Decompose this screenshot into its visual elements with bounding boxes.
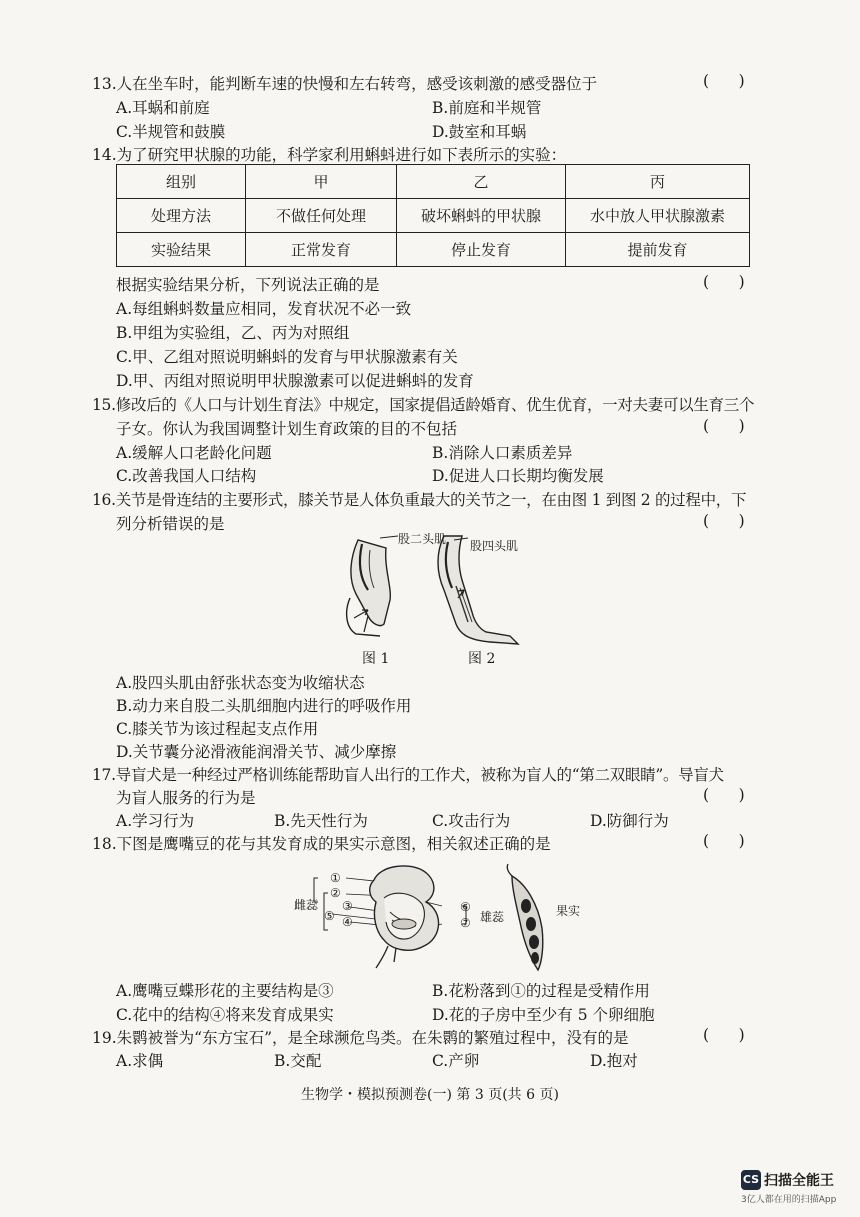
page-footer: 生物学・模拟预测卷(一) 第 3 页(共 6 页): [301, 1087, 559, 1103]
table-cell: 甲: [246, 165, 397, 199]
table-cell: 破坏蝌蚪的甲状腺: [397, 199, 566, 233]
table-cell: 停止发育: [397, 233, 566, 267]
q18-option-b: B.花粉落到①的过程是受精作用: [432, 982, 650, 1000]
q18-option-c: C.花中的结构④将来发育成果实: [116, 1006, 334, 1024]
q16-option-c: C.膝关节为该过程起支点作用: [116, 720, 319, 738]
q17-option-a: A.学习行为: [116, 812, 195, 830]
q15-stem-line2: 子女。你认为我国调整计划生育政策的目的不包括: [116, 420, 458, 438]
q13-option-c: C.半规管和鼓膜: [116, 123, 226, 141]
table-row: [117, 199, 750, 233]
q16-stem-line2: 列分析错误的是: [116, 515, 225, 533]
q14-question: 根据实验结果分析，下列说法正确的是: [116, 276, 380, 294]
q15-answer-paren: ( ): [703, 417, 745, 435]
q13-option-d: D.鼓室和耳蜗: [432, 123, 527, 141]
q14-option-b: B.甲组为实验组，乙、丙为对照组: [116, 324, 350, 342]
q19-option-c: C.产卵: [432, 1052, 480, 1070]
q16-option-a: A.股四头肌由舒张状态变为收缩状态: [116, 674, 365, 692]
table-cell: 水中放人甲状腺激素: [566, 199, 750, 233]
figure-label-biceps-femoris: 股二头肌: [398, 532, 447, 546]
q19-answer-paren: ( ): [703, 1026, 745, 1044]
table-cell: 处理方法: [117, 199, 246, 233]
table-row: [117, 165, 750, 199]
table-cell: 正常发育: [246, 233, 397, 267]
figure-caption-1: 图 1: [362, 651, 390, 667]
q16-option-d: D.关节囊分泌滑液能润滑关节、减少摩擦: [116, 743, 397, 761]
q17-option-b: B.先天性行为: [274, 812, 368, 830]
watermark-app-name: 扫描全能王: [764, 1173, 834, 1189]
table-cell: 组别: [117, 165, 246, 199]
table-row: [117, 233, 750, 267]
q14-stem: 14.为了研究甲状腺的功能，科学家利用蝌蚪进行如下表所示的实验：: [92, 146, 567, 164]
q18-answer-paren: ( ): [703, 832, 745, 850]
q17-stem-line2: 为盲人服务的行为是: [116, 789, 256, 807]
q15-option-b: B.消除人口素质差异: [432, 444, 573, 462]
q18-stem: 18.下图是鹰嘴豆的花与其发育成的果实示意图，相关叙述正确的是: [92, 835, 551, 853]
experiment-table: [116, 164, 750, 267]
q19-option-d: D.抱对: [590, 1052, 638, 1070]
q15-option-c: C.改善我国人口结构: [116, 467, 257, 485]
q16-answer-paren: ( ): [703, 512, 745, 530]
q15-option-d: D.促进人口长期均衡发展: [432, 467, 604, 485]
q19-option-a: A.求偶: [116, 1052, 164, 1070]
table-cell: 不做任何处理: [246, 199, 397, 233]
q15-option-a: A.缓解人口老龄化问题: [116, 444, 272, 462]
q18-option-d: D.花的子房中至少有 5 个卵细胞: [432, 1006, 655, 1024]
figure-label-pistil: 雌蕊: [294, 898, 319, 912]
q16-option-b: B.动力来自股二头肌细胞内进行的呼吸作用: [116, 697, 412, 715]
q19-stem: 19.朱鹮被誉为“东方宝石”，是全球濒危鸟类。在朱鹮的繁殖过程中，没有的是: [92, 1029, 629, 1047]
structure-label-6: ⑥: [460, 900, 471, 914]
q17-option-c: C.攻击行为: [432, 812, 511, 830]
table-cell: 实验结果: [117, 233, 246, 267]
q17-stem-line1: 17.导盲犬是一种经过严格训练能帮助盲人出行的工作犬，被称为盲人的“第二双眼睛”。导盲犬: [92, 766, 724, 784]
watermark-tagline: 3亿人都在用的扫描App: [741, 1195, 837, 1205]
table-cell: 提前发育: [566, 233, 750, 267]
q14-option-d: D.甲、丙组对照说明甲状腺激素可以促进蝌蚪的发育: [116, 372, 474, 390]
q15-stem-line1: 15.修改后的《人口与计划生育法》中规定，国家提倡适龄婚育、优生优育，一对夫妻可以生育三个: [92, 396, 755, 414]
q13-answer-paren: ( ): [703, 72, 745, 90]
q13-option-a: A.耳蜗和前庭: [116, 99, 210, 117]
structure-label-2: ②: [330, 886, 341, 900]
table-cell: 乙: [397, 165, 566, 199]
figure-label-quadriceps: 股四头肌: [470, 539, 519, 553]
scanner-watermark: [741, 1170, 836, 1205]
structure-label-4: ④: [342, 915, 353, 929]
q17-answer-paren: ( ): [703, 786, 745, 804]
q18-option-a: A.鹰嘴豆蝶形花的主要结构是③: [116, 982, 334, 1000]
structure-label-5: ⑤: [324, 909, 335, 923]
figure-label-fruit: 果实: [556, 904, 581, 918]
table-cell: 丙: [566, 165, 750, 199]
q13-option-b: B.前庭和半规管: [432, 99, 542, 117]
figure-label-stamen: 雄蕊: [480, 910, 505, 924]
figure-caption-2: 图 2: [468, 651, 496, 667]
camscanner-logo-icon: CS: [741, 1170, 761, 1190]
q14-answer-paren: ( ): [703, 273, 745, 291]
q13-stem: 13.人在坐车时，能判断车速的快慢和左右转弯，感受该刺激的感受器位于: [92, 75, 598, 93]
q17-option-d: D.防御行为: [590, 812, 669, 830]
q19-option-b: B.交配: [274, 1052, 322, 1070]
structure-label-3: ③: [342, 899, 353, 913]
q16-stem-line1: 16.关节是骨连结的主要形式，膝关节是人体负重最大的关节之一，在由图 1 到图 2 的过程中，下: [92, 491, 747, 509]
q14-option-c: C.甲、乙组对照说明蝌蚪的发育与甲状腺激素有关: [116, 348, 458, 366]
structure-label-7: ⑦: [460, 916, 471, 930]
structure-label-1: ①: [330, 871, 341, 885]
q14-option-a: A.每组蝌蚪数量应相同，发育状况不必一致: [116, 300, 412, 318]
